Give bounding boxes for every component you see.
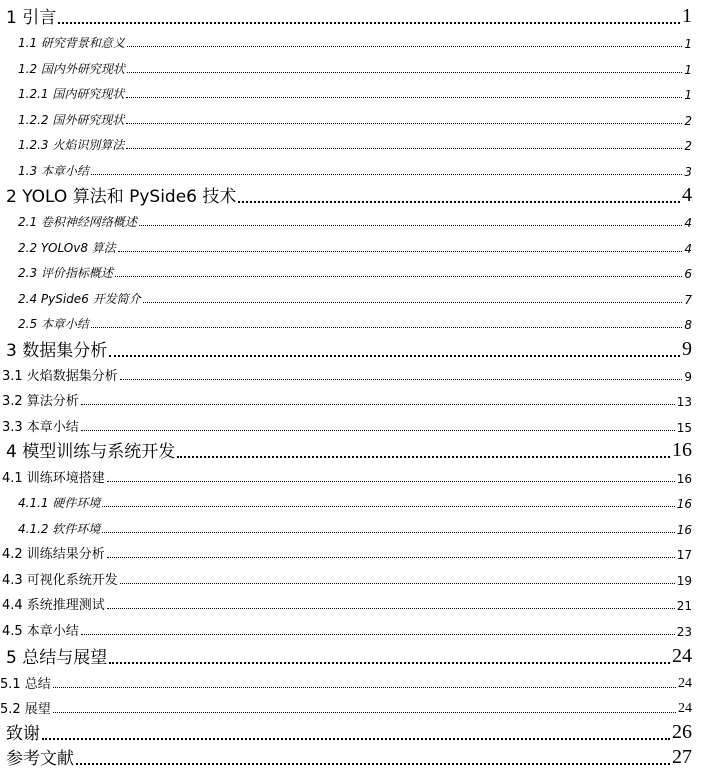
toc-page-number: 4 [684, 216, 692, 230]
toc-page-number: 24 [672, 645, 692, 667]
toc-page-number: 24 [678, 676, 692, 691]
toc-label: 1 引言 [6, 8, 57, 28]
toc-entry[interactable] [2, 591, 692, 613]
dot-leader [139, 208, 682, 230]
toc-page-number: 17 [676, 548, 692, 562]
dot-leader [81, 617, 675, 639]
toc-page-number: 16 [676, 523, 692, 537]
toc-page-number: 23 [676, 625, 692, 639]
toc-page-number: 1 [684, 88, 692, 102]
toc-page-number: 26 [672, 721, 692, 743]
toc-page-number: 1 [684, 37, 692, 51]
toc-page-number: 15 [676, 421, 692, 435]
toc-label: 5.1 总结 [0, 677, 51, 692]
dot-leader [76, 743, 670, 769]
toc-entry[interactable] [2, 566, 692, 588]
dot-leader [107, 591, 675, 613]
toc-page-number: 4 [684, 242, 692, 256]
toc-entry[interactable] [18, 310, 692, 332]
dot-leader [42, 718, 670, 744]
dot-leader [53, 695, 676, 717]
toc-label: 2.3 评价指标概述 [18, 266, 113, 280]
toc-entry[interactable] [2, 362, 692, 384]
toc-entry-references[interactable] [6, 743, 692, 769]
toc-page-number: 16 [676, 472, 692, 486]
toc-entry[interactable] [2, 387, 692, 409]
toc-page-number: 2 [684, 139, 692, 153]
toc-label: 1.2.2 国外研究现状 [18, 113, 125, 127]
toc-page-number: 3 [684, 165, 692, 179]
toc-entry-chapter-3[interactable] [6, 335, 692, 361]
toc-page-number: 19 [676, 574, 692, 588]
toc-entry-chapter-5[interactable] [6, 642, 692, 668]
toc-entry[interactable] [18, 489, 692, 511]
toc-entry[interactable] [2, 413, 692, 435]
toc-label: 4.1.1 硬件环境 [18, 496, 101, 510]
toc-label: 2.1 卷积神经网络概述 [18, 215, 137, 229]
toc-entry[interactable] [18, 106, 692, 128]
toc-label: 1.2 国内外研究现状 [18, 62, 125, 76]
toc-label: 4.1.2 软件环境 [18, 522, 101, 536]
toc-label: 4.3 可视化系统开发 [2, 573, 118, 588]
toc-entry[interactable] [2, 464, 692, 486]
toc-page-number: 16 [676, 497, 692, 511]
toc-label: 2 YOLO 算法和 PySide6 技术 [6, 187, 237, 207]
dot-leader [126, 106, 682, 128]
toc-entry-chapter-4[interactable] [6, 436, 692, 462]
dot-leader [58, 2, 680, 28]
toc-page-number: 1 [682, 5, 692, 27]
toc-entry[interactable] [18, 234, 692, 256]
dot-leader [177, 436, 670, 462]
toc-label: 3.3 本章小结 [2, 420, 79, 435]
toc-label: 1.2.1 国内研究现状 [18, 87, 125, 101]
toc-entry-acknowledgements[interactable] [6, 718, 692, 744]
toc-entry[interactable] [0, 695, 692, 717]
dot-leader [115, 259, 682, 281]
dot-leader [118, 234, 683, 256]
toc-page-number: 4 [682, 184, 692, 206]
toc-entry[interactable] [18, 29, 692, 51]
toc-label: 3.1 火焰数据集分析 [2, 369, 118, 384]
toc-page-number: 8 [684, 318, 692, 332]
dot-leader [91, 310, 682, 332]
dot-leader [107, 464, 675, 486]
toc-label: 1.3 本章小结 [18, 164, 89, 178]
dot-leader [102, 515, 674, 537]
toc-label: 5.2 展望 [0, 702, 51, 717]
dot-leader [109, 335, 680, 361]
toc-entry[interactable] [18, 515, 692, 537]
toc-label: 2.2 YOLOv8 算法 [18, 241, 116, 255]
toc-label: 4 模型训练与系统开发 [6, 442, 176, 462]
toc-label: 5 总结与展望 [6, 648, 108, 668]
toc-entry-chapter-2[interactable] [6, 181, 692, 207]
dot-leader [127, 29, 682, 51]
toc-label: 1.1 研究背景和意义 [18, 36, 125, 50]
toc-entry[interactable] [18, 208, 692, 230]
toc-entry[interactable] [18, 80, 692, 102]
toc-entry[interactable] [18, 259, 692, 281]
dot-leader [120, 362, 683, 384]
toc-label: 致谢 [6, 724, 40, 744]
toc-entry[interactable] [2, 617, 692, 639]
dot-leader [238, 181, 680, 207]
toc-entry[interactable] [18, 285, 692, 307]
toc-label: 参考文献 [6, 749, 74, 769]
toc-page-number: 2 [684, 114, 692, 128]
toc-page-number: 24 [678, 701, 692, 716]
toc-entry[interactable] [18, 55, 692, 77]
toc-entry[interactable] [0, 670, 692, 692]
toc-label: 3 数据集分析 [6, 341, 108, 361]
toc-entry-chapter-1[interactable] [6, 2, 692, 28]
toc-label: 1.2.3 火焰识别算法 [18, 138, 125, 152]
dot-leader [102, 489, 674, 511]
dot-leader [127, 55, 682, 77]
toc-page-number: 1 [684, 63, 692, 77]
toc-page-number: 27 [672, 746, 692, 768]
dot-leader [109, 642, 670, 668]
dot-leader [53, 670, 676, 692]
toc-label: 4.1 训练环境搭建 [2, 471, 105, 486]
toc-page-number: 9 [682, 338, 692, 360]
dot-leader [126, 131, 682, 153]
toc-entry[interactable] [18, 157, 692, 179]
toc-label: 2.5 本章小结 [18, 317, 89, 331]
toc-page-number: 9 [684, 370, 692, 384]
toc-page-number: 7 [684, 293, 692, 307]
dot-leader [126, 80, 682, 102]
toc-entry[interactable] [2, 540, 692, 562]
toc-page-number: 16 [672, 439, 692, 461]
dot-leader [81, 413, 675, 435]
toc-label: 3.2 算法分析 [2, 394, 79, 409]
toc-page-number: 13 [676, 395, 692, 409]
dot-leader [120, 566, 675, 588]
toc-label: 4.4 系统推理测试 [2, 598, 105, 613]
dot-leader [91, 157, 682, 179]
toc-label: 4.2 训练结果分析 [2, 547, 105, 562]
dot-leader [107, 540, 675, 562]
toc-page-number: 6 [684, 267, 692, 281]
toc-entry[interactable] [18, 131, 692, 153]
dot-leader [81, 387, 675, 409]
dot-leader [143, 285, 683, 307]
toc-page-number: 21 [676, 599, 692, 613]
toc-label: 2.4 PySide6 开发简介 [18, 292, 141, 306]
toc-label: 4.5 本章小结 [2, 624, 79, 639]
